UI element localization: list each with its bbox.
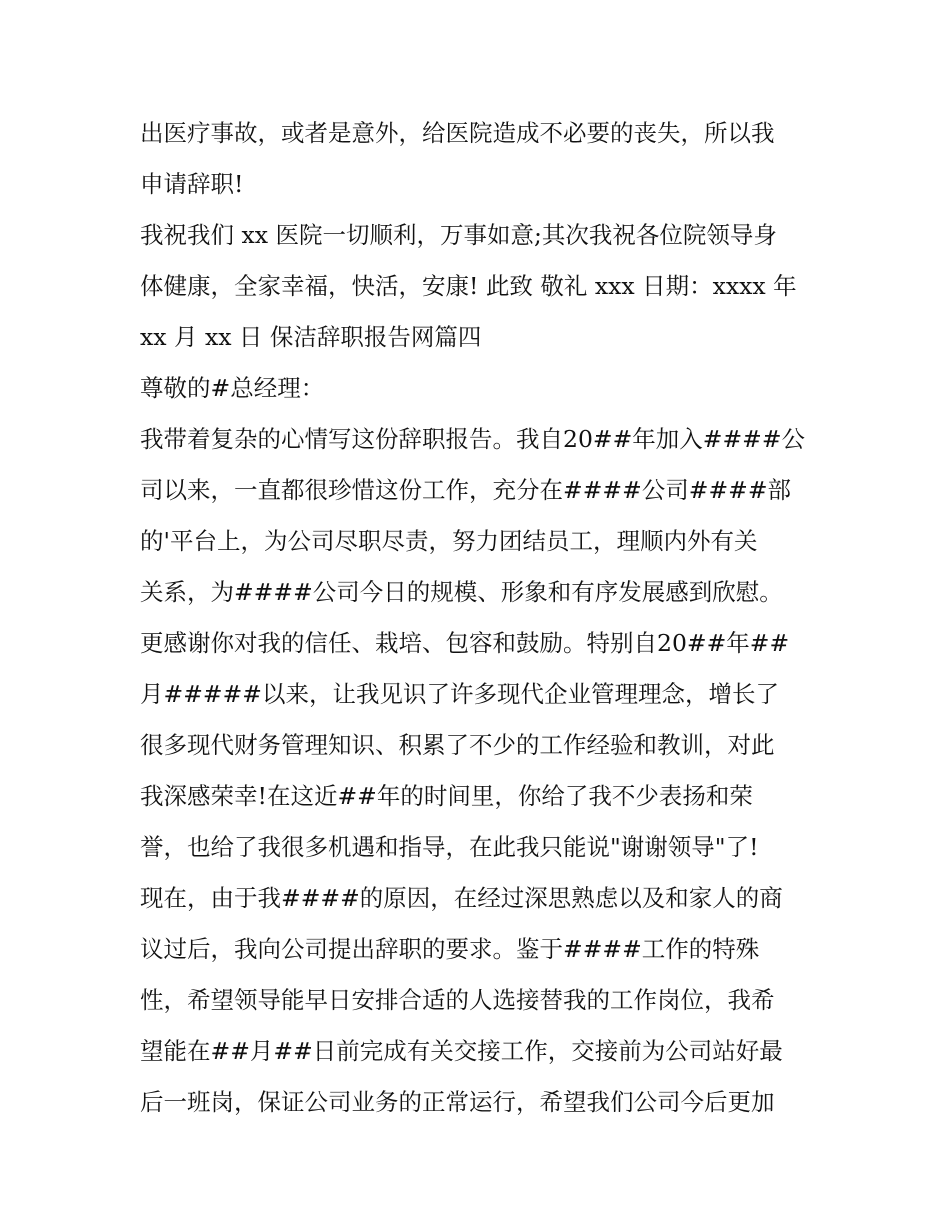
text-line: 的'平台上，为公司尽职尽责，努力团结员工，理顺内外有关: [140, 527, 758, 555]
text-line: 誉，也给了我很多机遇和指导，在此我只能说"谢谢领导"了!: [140, 833, 759, 861]
text-line: 性，希望领导能早日安排合适的人选接替我的工作岗位，我希: [140, 986, 775, 1014]
text-line: 很多现代财务管理知识、积累了不少的工作经验和教训，对此: [140, 731, 775, 759]
text-line: 关系，为####公司今日的规模、形象和有序发展感到欣慰。: [140, 578, 783, 606]
text-line: 我祝我们 xx 医院一切顺利，万事如意;其次我祝各位院领导身: [140, 221, 777, 249]
text-line: 现在，由于我####的原因，在经过深思熟虑以及和家人的商: [140, 884, 783, 912]
text-line: 体健康，全家幸福，快活，安康! 此致 敬礼 xxx 日期：xxxx 年: [140, 272, 797, 300]
text-line: 更感谢你对我的信任、栽培、包容和鼓励。特别自20##年##: [140, 629, 790, 657]
text-line: 出医疗事故，或者是意外，给医院造成不必要的丧失，所以我: [140, 119, 775, 147]
text-line: 司以来，一直都很珍惜这份工作，充分在####公司####部: [140, 476, 792, 504]
text-line: 月#####以来，让我见识了许多现代企业管理理念，增长了: [140, 680, 779, 708]
text-line: 我深感荣幸!在这近##年的时间里，你给了我不少表扬和荣: [140, 782, 753, 810]
text-line: 我带着复杂的心情写这份辞职报告。我自20##年加入####公: [140, 425, 806, 453]
text-line: 申请辞职!: [140, 170, 244, 198]
text-line: 望能在##月##日前完成有关交接工作，交接前为公司站好最: [140, 1037, 783, 1065]
text-line: 议过后，我向公司提出辞职的要求。鉴于####工作的特殊: [140, 935, 760, 963]
text-line: 后一班岗，保证公司业务的正常运行，希望我们公司今后更加: [140, 1088, 775, 1116]
document-body: [140, 108, 820, 1128]
salutation: 尊敬的#总经理：: [140, 374, 325, 402]
text-line: xx 月 xx 日 保洁辞职报告网篇四: [140, 323, 482, 351]
